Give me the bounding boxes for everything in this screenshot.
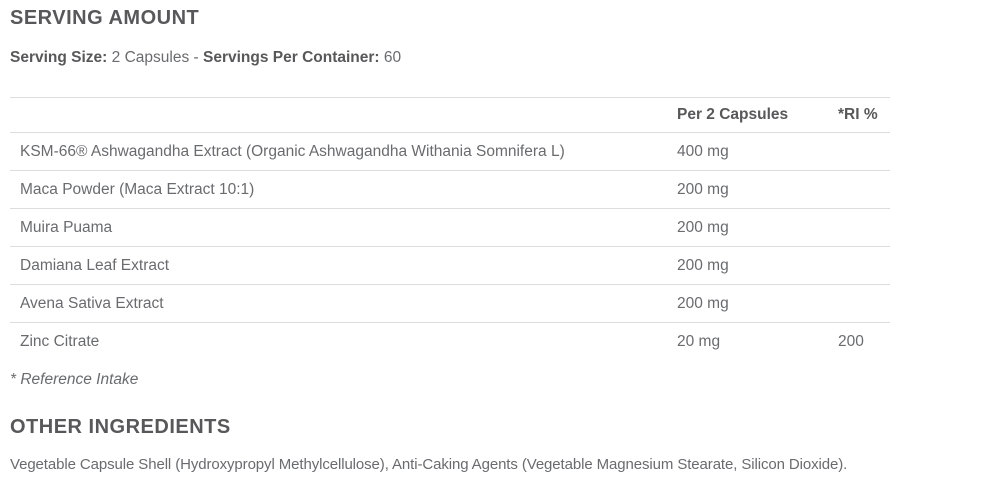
servings-per-container-value: 60 — [383, 49, 402, 66]
ingredient-name: Zinc Citrate — [20, 333, 100, 350]
table-row — [10, 133, 890, 171]
serving-size-label: Serving Size: — [10, 49, 108, 66]
table-row — [10, 247, 890, 285]
ingredient-name: Avena Sativa Extract — [20, 294, 164, 312]
other-ingredients-text: Vegetable Capsule Shell (Hydroxypropyl Methylcellulose), Anti-Caking Agents (Vegetable Magnesium Stearate, Silicon Dioxide). — [10, 456, 848, 473]
ingredients-table — [10, 97, 890, 361]
header-per-2-capsules: Per 2 Capsules — [677, 106, 789, 123]
header-ri-percent: *RI % — [838, 106, 878, 123]
servings-per-container-label: Servings Per Container: — [203, 49, 380, 66]
table-row — [10, 323, 890, 361]
ingredient-amount: 20 mg — [677, 333, 721, 350]
ingredient-amount: 200 mg — [677, 256, 729, 274]
ingredient-name: KSM-66® Ashwagandha Extract (Organic Ashwagandha Withania Somnifera L) — [20, 142, 565, 160]
ingredient-name: Maca Powder (Maca Extract 10:1) — [20, 180, 255, 198]
reference-intake-footnote: * Reference Intake — [10, 371, 139, 388]
ingredient-amount: 200 mg — [677, 218, 729, 236]
serving-size-value: 2 Capsules — [111, 49, 190, 66]
other-ingredients-heading: OTHER INGREDIENTS — [10, 416, 231, 438]
ingredient-ri: 200 — [838, 333, 864, 350]
table-header-row — [10, 98, 890, 133]
serving-size-line — [10, 49, 401, 66]
ingredient-amount: 200 mg — [677, 294, 729, 312]
ingredient-amount: 200 mg — [677, 180, 729, 198]
serving-amount-heading: SERVING AMOUNT — [10, 7, 200, 29]
ingredient-name: Damiana Leaf Extract — [20, 256, 170, 274]
serving-separator: - — [193, 49, 199, 66]
ingredient-amount: 400 mg — [677, 142, 729, 160]
table-row — [10, 285, 890, 323]
table-row — [10, 209, 890, 247]
ingredient-name: Muira Puama — [20, 218, 113, 236]
table-row — [10, 171, 890, 209]
